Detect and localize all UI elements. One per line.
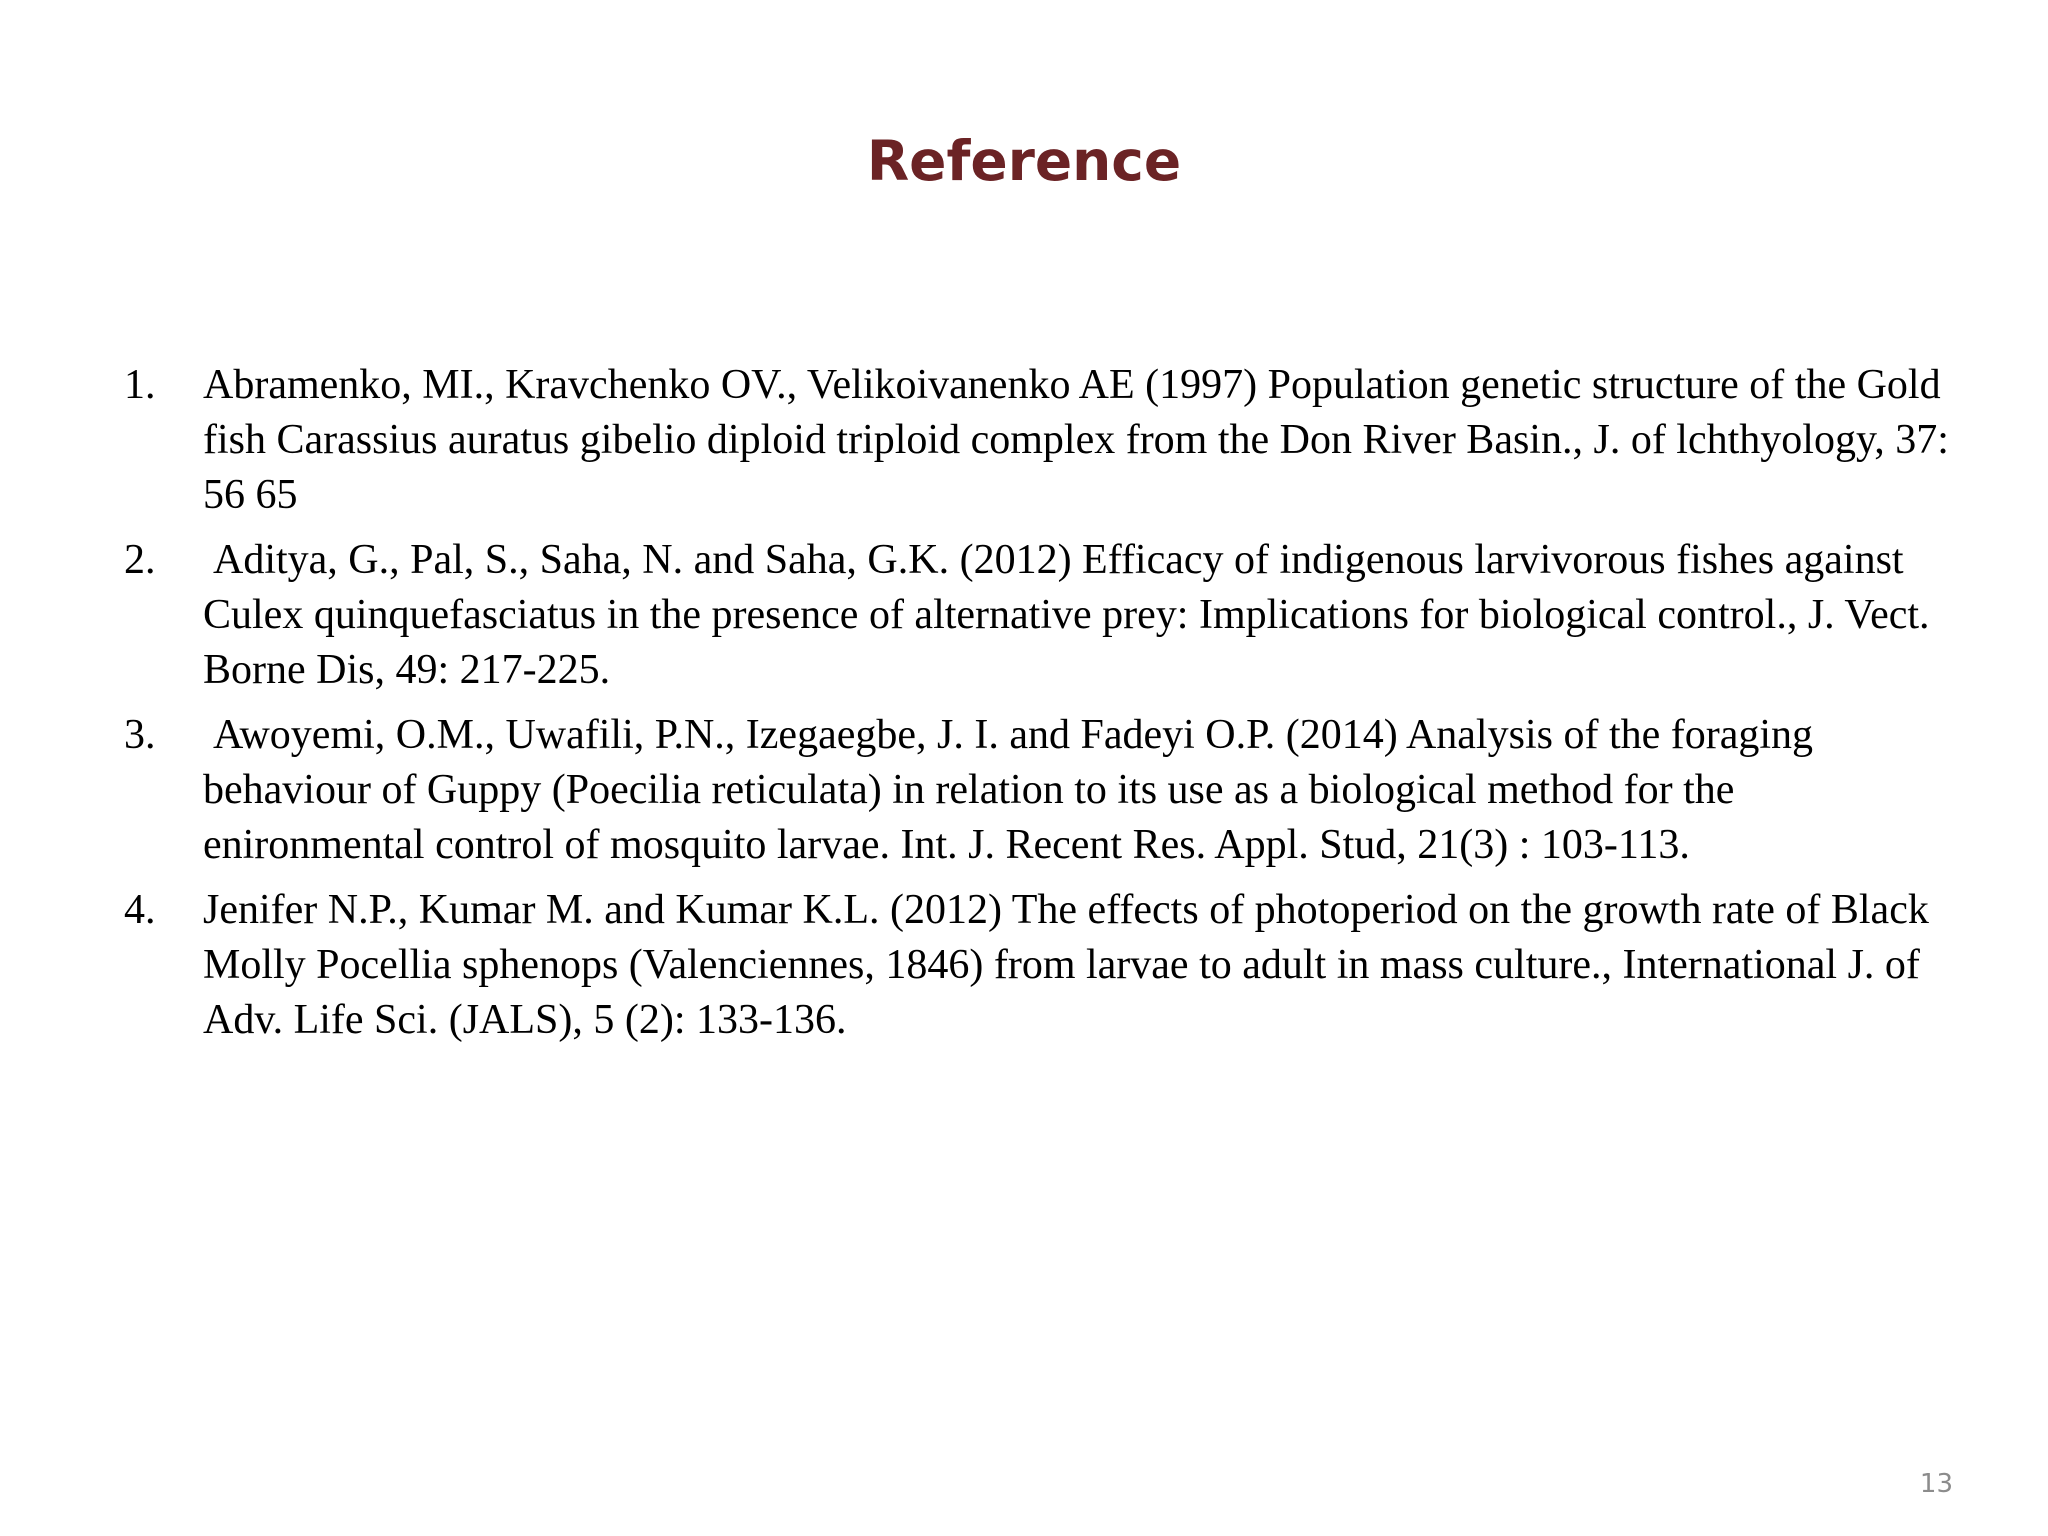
reference-number: 3. (124, 712, 156, 758)
reference-text: Jenifer N.P., Kumar M. and Kumar K.L. (2012) The effects of photoperiod on the growth rate of Black Molly Pocellia sphenops (Valenciennes, 1846) from larvae to adult in mass culture., International J. of Adv. Life Sci. (JALS), 5 (2): 133-136. (203, 887, 1929, 1043)
reference-item (120, 358, 1960, 523)
reference-item (120, 533, 1960, 698)
reference-number: 2. (124, 537, 156, 583)
reference-list (120, 358, 1960, 1058)
reference-text: Aditya, G., Pal, S., Saha, N. and Saha, G.K. (2012) Efficacy of indigenous larvivorous fishes against Culex quinquefasciatus in the presence of alternative prey: Implications for biological control., J. Vect. Borne Dis, 49: 217-225. (203, 537, 1930, 693)
reference-text: Awoyemi, O.M., Uwafili, P.N., Izegaegbe, J. I. and Fadeyi O.P. (2014) Analysis of the foraging behaviour of Guppy (Poecilia reticulata) in relation to its use as a biological method for the enironmental control of mosquito larvae. Int. J. Recent Res. Appl. Stud, 21(3) : 103-113. (203, 712, 1814, 868)
reference-number: 1. (124, 362, 156, 408)
reference-text: Abramenko, MI., Kravchenko OV., Velikoivanenko AE (1997) Population genetic structure of the Gold fish Carassius auratus gibelio diploid triploid complex from the Don River Basin., J. of lchthyology, 37: 56 65 (203, 362, 1949, 518)
page-number: 13 (1919, 1469, 1953, 1499)
slide-title: Reference (866, 129, 1182, 193)
reference-item (120, 708, 1960, 873)
reference-item (120, 883, 1960, 1048)
reference-number: 4. (124, 887, 156, 933)
